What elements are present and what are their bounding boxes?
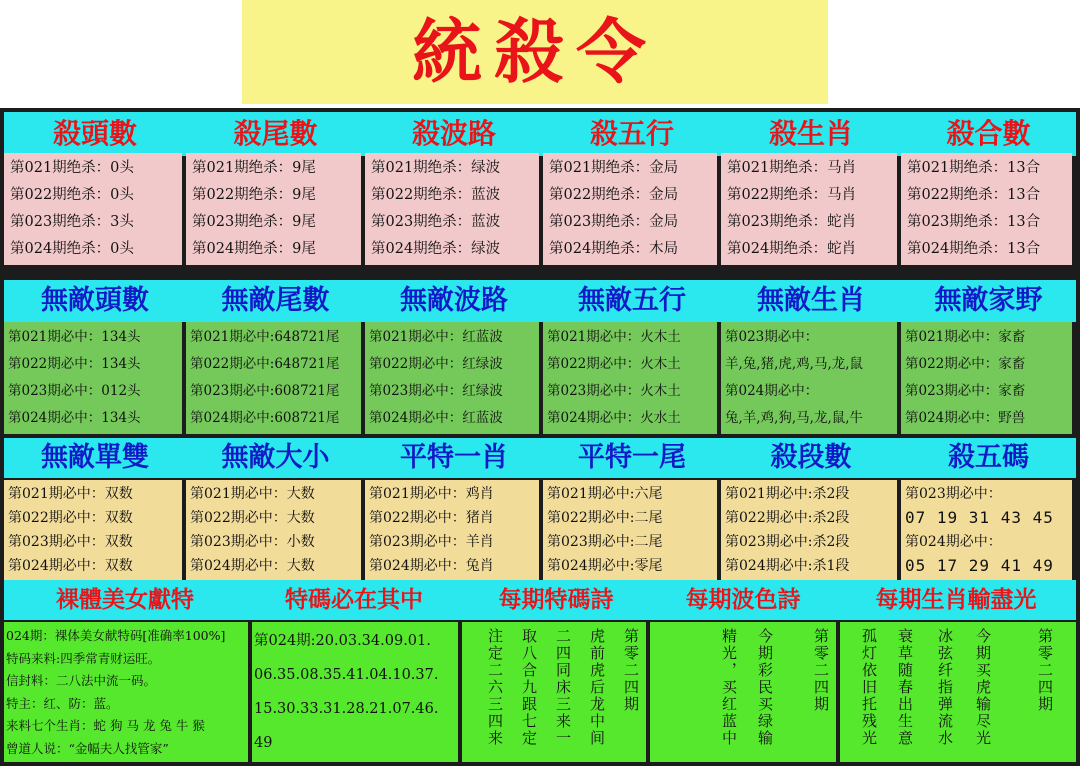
info-line: 曾道人说：“金幅夫人找管家” <box>6 740 169 756</box>
poem-column: 今期买虎输尽光 <box>974 628 992 747</box>
row4-header-3: 每期特碼詩 <box>498 587 614 613</box>
cell-line: 第022期绝杀：0头 <box>10 187 134 203</box>
row1-header-3: 殺波路 <box>411 117 496 150</box>
poem-column: 第零二四期 <box>812 628 830 713</box>
row1-column-2 <box>186 153 361 265</box>
cell-line: 第021期绝杀：金局 <box>549 160 679 176</box>
poem_zodiac-panel <box>840 622 1076 762</box>
row1-header-6: 殺合數 <box>946 117 1031 150</box>
cell-line: 第021期必中：134头 <box>8 329 141 345</box>
row3-column-3 <box>365 480 539 580</box>
cell-line: 第022期必中:杀2段 <box>725 510 850 526</box>
row1-column-1 <box>4 153 182 265</box>
cell-line: 第023期绝杀：蓝波 <box>371 214 501 230</box>
row2-header-3: 無敵波路 <box>400 285 508 316</box>
cell-line: 第023期必中：羊肖 <box>369 534 494 550</box>
cell-line: 第024期必中：兔肖 <box>369 558 494 574</box>
page-title: 統殺令 <box>412 10 658 93</box>
cell-line: 第021期绝杀：0头 <box>10 160 134 176</box>
cell-line: 第024期必中：火水土 <box>547 410 681 426</box>
cell-line: 第021期必中：家畜 <box>905 329 1026 345</box>
cell-line: 第024期绝杀：13合 <box>907 241 1041 257</box>
cell-line: 第023期必中：家畜 <box>905 383 1026 399</box>
cell-line: 第022期绝杀：13合 <box>907 187 1041 203</box>
row3-header-6: 殺五碼 <box>948 442 1029 473</box>
numbers-line: 15.30.33.31.28.21.07.46. <box>254 701 439 717</box>
cell-line: 第021期绝杀：13合 <box>907 160 1041 176</box>
cell-line: 第024期必中： <box>905 534 1002 550</box>
cell-line: 第024期绝杀：0头 <box>10 241 134 257</box>
cell-line: 第021期必中：双数 <box>8 486 133 502</box>
row1-column-4 <box>543 153 717 265</box>
row1-header-1: 殺頭數 <box>52 117 137 150</box>
info-line: 来料七个生肖：蛇 狗 马 龙 兔 牛 猴 <box>6 718 205 733</box>
poem-column: 第零二四期 <box>622 628 640 713</box>
row4-header-5: 每期生肖輸盡光 <box>875 587 1037 613</box>
row4-header-1: 裸體美女獻特 <box>56 587 194 613</box>
cell-line: 第021期绝杀：绿波 <box>371 160 501 176</box>
row4-header-4: 每期波色詩 <box>685 587 801 613</box>
row4-header-2: 特碼必在其中 <box>285 587 423 613</box>
row2-column-2 <box>186 322 361 434</box>
cell-line: 第022期必中：红绿波 <box>369 356 503 372</box>
row2-header-6: 無敵家野 <box>934 285 1043 316</box>
cell-line: 第021期必中：红蓝波 <box>369 329 503 345</box>
info-panel <box>4 622 248 762</box>
cell-line: 第022期必中:648721尾 <box>190 356 340 372</box>
cell-line: 第023期必中：双数 <box>8 534 133 550</box>
row2-column-1 <box>4 322 182 434</box>
row1-header-5: 殺生肖 <box>768 117 853 150</box>
cell-line: 第024期绝杀：木局 <box>549 241 679 257</box>
row2-header-2: 無敵尾數 <box>221 285 330 316</box>
row3-column-2 <box>186 480 361 580</box>
poem-column: 衰草随春出生意 <box>896 628 914 747</box>
info-line: 特码来料:四季常青财运旺。 <box>6 650 161 666</box>
cell-line: 第021期必中:648721尾 <box>190 329 340 345</box>
cell-line: 第023期绝杀：蛇肖 <box>727 214 857 230</box>
cell-line: 第021期必中:六尾 <box>547 486 663 502</box>
cell-line: 第024期必中： <box>725 383 819 399</box>
row2-header-5: 無敵生肖 <box>757 285 865 316</box>
cell-line: 第024期绝杀：蛇肖 <box>727 241 857 257</box>
cell-line: 第023期必中：红绿波 <box>369 383 503 399</box>
cell-line: 第024期必中:608721尾 <box>190 410 340 426</box>
poem-column: 二四同床三来一 <box>554 628 572 747</box>
cell-line: 第022期必中：家畜 <box>905 356 1026 372</box>
poem-column: 精光，买红蓝中 <box>720 628 738 747</box>
cell-line: 第024期必中:杀1段 <box>725 558 850 574</box>
cell-line: 第022期绝杀：金局 <box>549 187 679 203</box>
row2-column-6 <box>901 322 1072 434</box>
poem_special-panel <box>462 622 646 762</box>
row1-header-4: 殺五行 <box>589 117 674 150</box>
numbers-line: 第024期:20.03.34.09.01. <box>254 633 431 649</box>
cell-line: 第023期必中： <box>725 329 819 345</box>
cell-line: 第023期绝杀：9尾 <box>192 214 316 230</box>
cell-line: 第022期绝杀：蓝波 <box>371 187 501 203</box>
row3-header-2: 無敵大小 <box>221 442 330 473</box>
cell-line: 第021期绝杀：9尾 <box>192 160 316 176</box>
row2-column-3 <box>365 322 539 434</box>
cell-line: 兔,羊,鸡,狗,马,龙,鼠,牛 <box>725 410 864 426</box>
row3-header-4: 平特一尾 <box>578 442 686 473</box>
cell-line: 第022期必中:二尾 <box>547 510 663 526</box>
cell-line: 第023期必中:608721尾 <box>190 383 340 399</box>
cell-line: 第024期必中：大数 <box>190 558 315 574</box>
row1-column-6 <box>901 153 1072 265</box>
special-numbers-panel <box>252 622 458 762</box>
cell-line: 第022期必中：火木土 <box>547 356 681 372</box>
info-line: 024期：裸体美女献特码[准确率100%] <box>6 628 226 643</box>
cell-line: 第022期必中：大数 <box>190 510 315 526</box>
cell-line: 第023期绝杀：金局 <box>549 214 679 230</box>
row1-column-5 <box>721 153 897 265</box>
poem-column: 今期彩民买绿输 <box>756 628 774 747</box>
row3-header-5: 殺段數 <box>770 442 852 473</box>
cell-line: 第023期必中： <box>905 486 1002 502</box>
poem-column: 取八合九跟七定 <box>520 628 538 747</box>
cell-line: 第022期必中：猪肖 <box>369 510 494 526</box>
row3-header-1: 無敵單雙 <box>41 442 149 473</box>
info-line: 特主：红、防：蓝。 <box>6 695 119 711</box>
poem-column: 第零二四期 <box>1036 628 1054 713</box>
cell-line: 第022期绝杀：9尾 <box>192 187 316 203</box>
poem-column: 注定二六三四来 <box>486 628 504 747</box>
poem-column: 虎前虎后龙中间 <box>588 628 606 747</box>
row3-column-5 <box>721 480 897 580</box>
row2-header-4: 無敵五行 <box>578 285 686 316</box>
cell-line: 第022期必中：134头 <box>8 356 141 372</box>
numbers-line: 06.35.08.35.41.04.10.37. <box>254 667 439 683</box>
cell-line: 第024期必中：野兽 <box>905 410 1026 426</box>
cell-line: 第023期绝杀：13合 <box>907 214 1041 230</box>
cell-line: 第021期必中：大数 <box>190 486 315 502</box>
cell-line: 第023期必中:二尾 <box>547 534 663 550</box>
cell-line: 第023期绝杀：3头 <box>10 214 134 230</box>
poem-column: 冰弦纤指弹流水 <box>936 628 954 747</box>
row3-header-3: 平特一肖 <box>400 442 508 473</box>
row1-column-3 <box>365 153 539 265</box>
cell-line: 第021期必中:杀2段 <box>725 486 850 502</box>
row2-column-4 <box>543 322 717 434</box>
cell-line: 05 17 29 41 49 <box>905 556 1054 575</box>
poem-column: 孤灯依旧托残光 <box>860 628 878 747</box>
cell-line: 第021期绝杀：马肖 <box>727 160 857 176</box>
cell-line: 第023期必中：012头 <box>8 383 141 399</box>
row3-column-1 <box>4 480 182 580</box>
cell-line: 第023期必中：小数 <box>190 534 315 550</box>
cell-line: 第021期必中：鸡肖 <box>369 486 494 502</box>
cell-line: 第024期必中：134头 <box>8 410 141 426</box>
row1-header-2: 殺尾數 <box>233 117 318 150</box>
row2-header-1: 無敵頭數 <box>41 285 149 316</box>
cell-line: 第024期绝杀：9尾 <box>192 241 316 257</box>
row2-column-5 <box>721 322 897 434</box>
numbers-line: 49 <box>254 735 273 751</box>
cell-line: 羊,兔,猪,虎,鸡,马,龙,鼠 <box>725 356 864 372</box>
cell-line: 第022期必中：双数 <box>8 510 133 526</box>
info-line: 信封料：二八法中流一码。 <box>6 673 157 688</box>
cell-line: 第024期必中：双数 <box>8 558 133 574</box>
cell-line: 07 19 31 43 45 <box>905 508 1054 527</box>
cell-line: 第024期必中:零尾 <box>547 558 663 574</box>
cell-line: 第023期必中：火木土 <box>547 383 681 399</box>
cell-line: 第022期绝杀：马肖 <box>727 187 857 203</box>
cell-line: 第024期必中：红蓝波 <box>369 410 503 426</box>
poem_wave-panel <box>650 622 836 762</box>
cell-line: 第021期必中：火木土 <box>547 329 681 345</box>
row3-column-6 <box>901 480 1072 580</box>
cell-line: 第024期绝杀：绿波 <box>371 241 501 257</box>
row3-column-4 <box>543 480 717 580</box>
cell-line: 第023期必中:杀2段 <box>725 534 850 550</box>
